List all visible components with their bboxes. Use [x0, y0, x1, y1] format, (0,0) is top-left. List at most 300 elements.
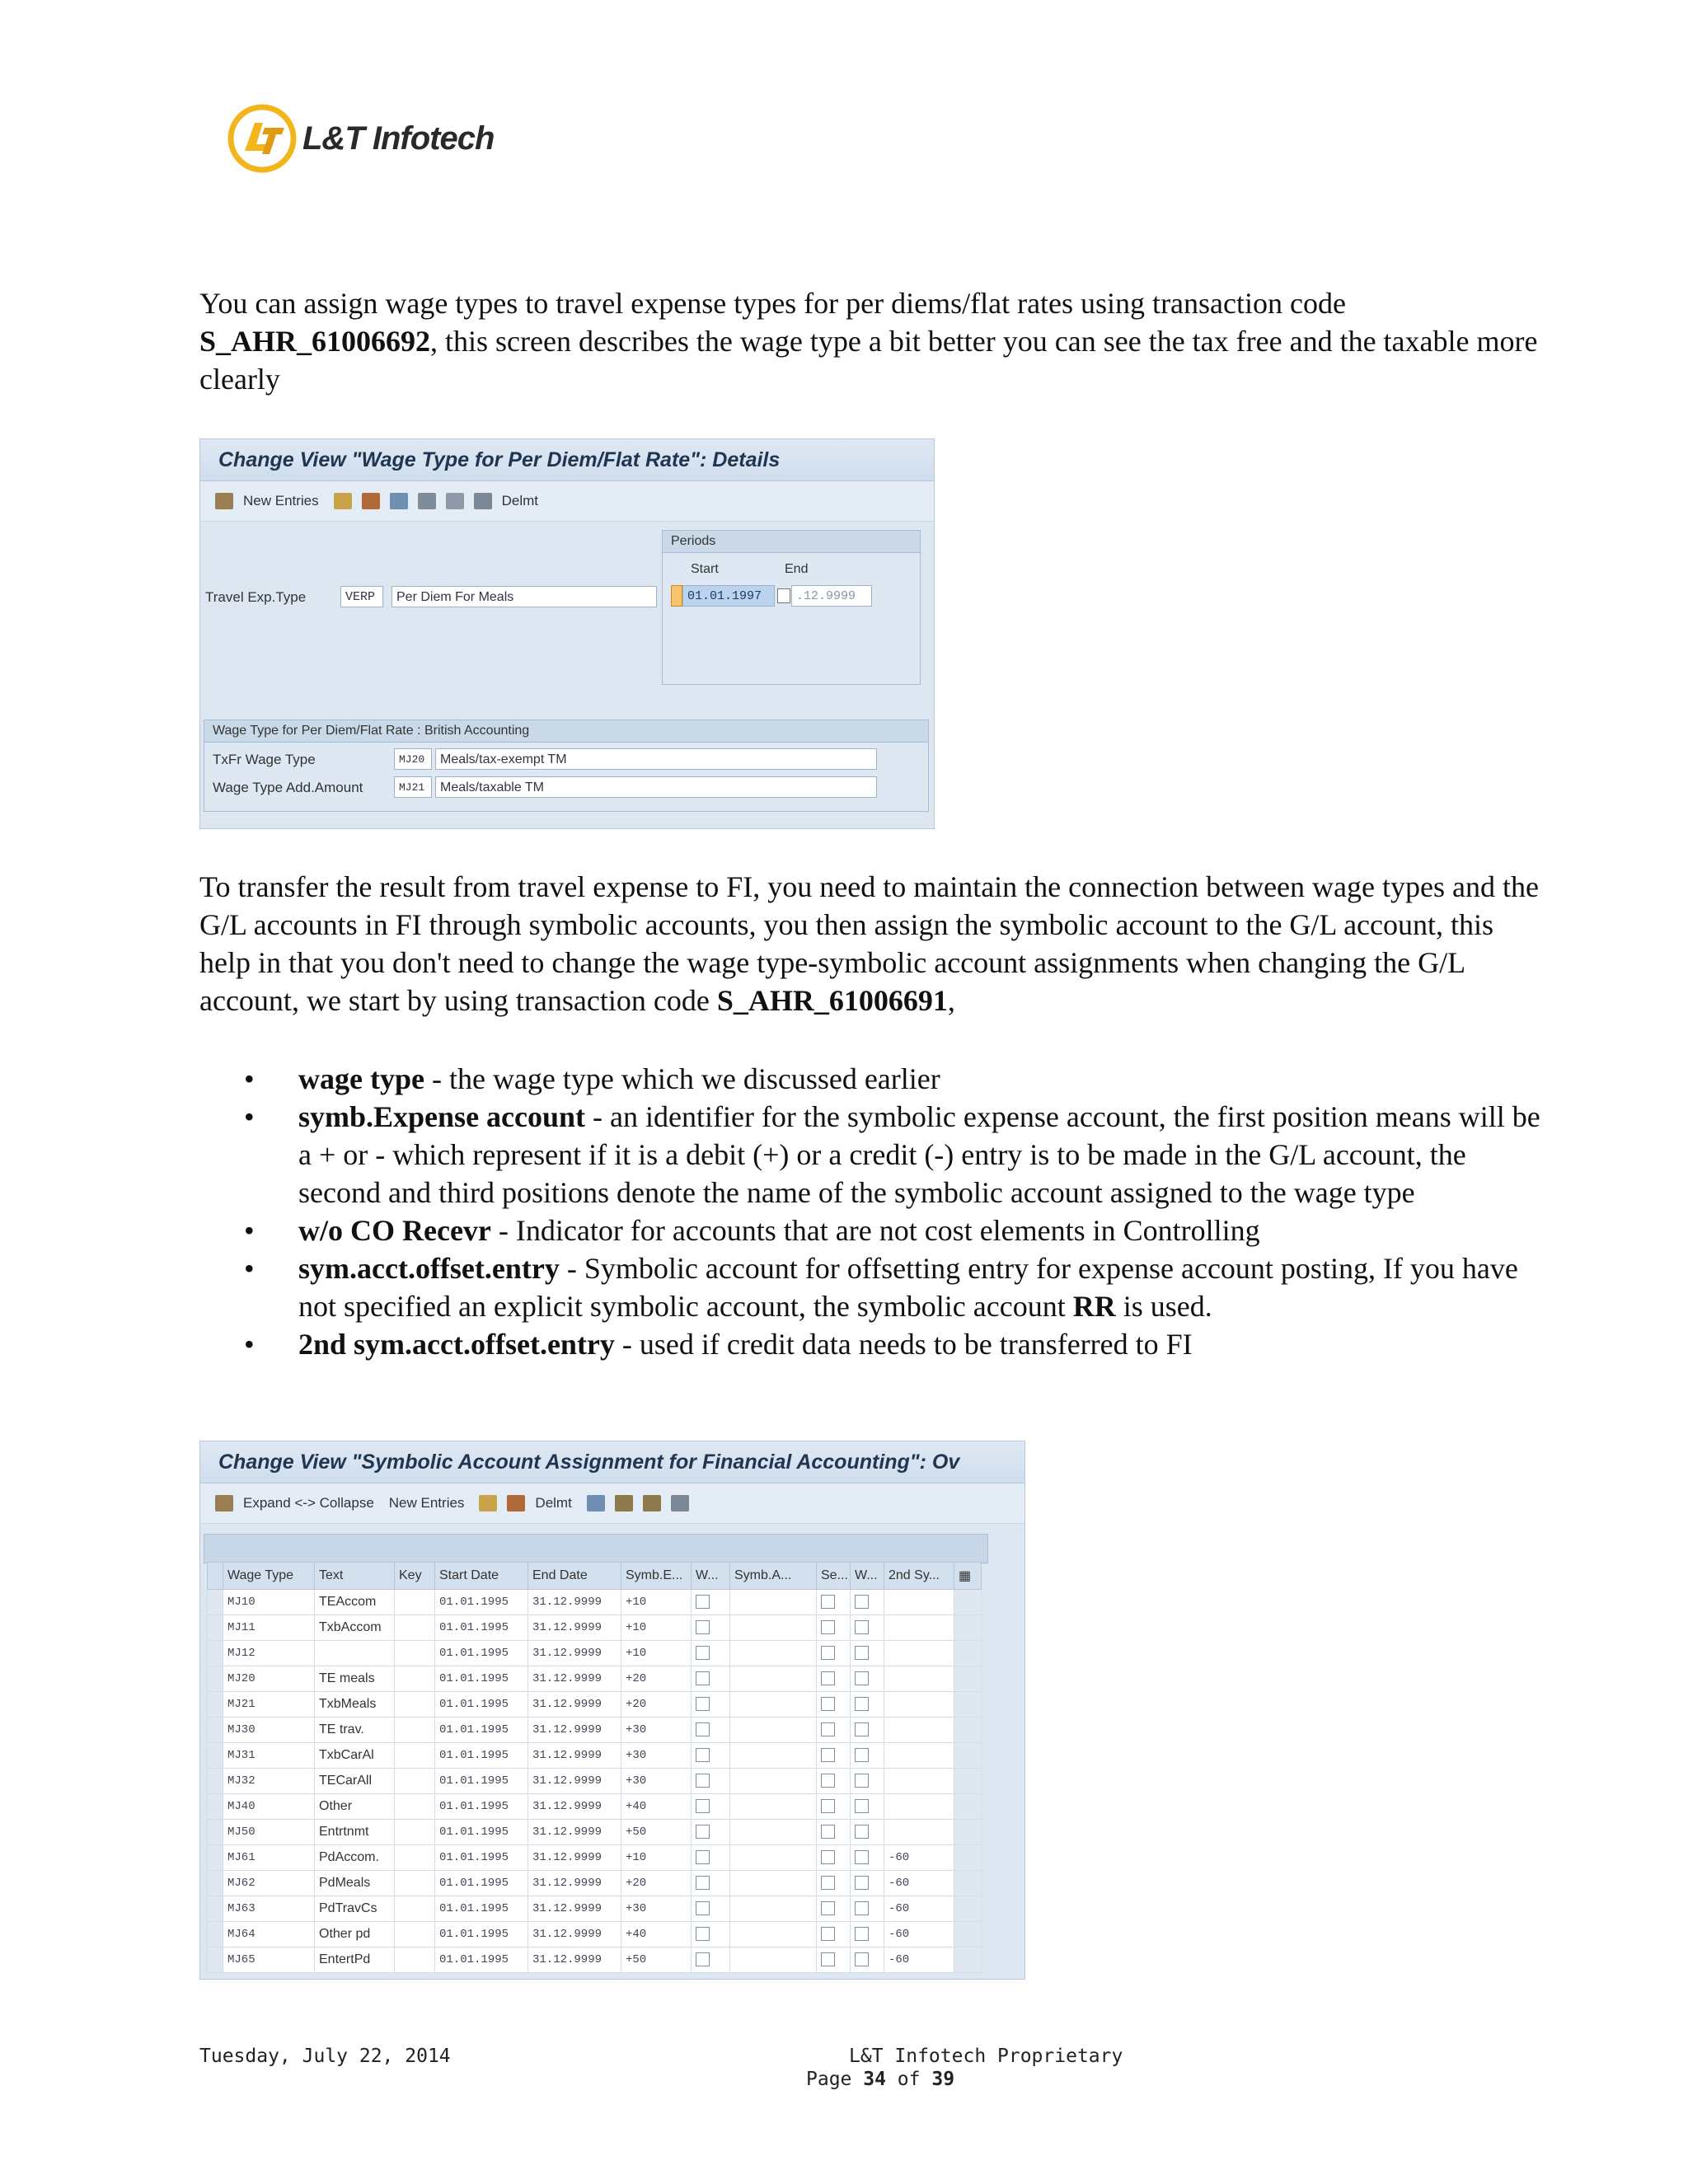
cell-2nd-sym: -60 — [884, 1947, 954, 1973]
scroll-cell — [954, 1922, 982, 1947]
sap-screen-wage-type-details — [199, 438, 935, 829]
cell-se-checkbox[interactable] — [817, 1590, 851, 1615]
checkbox[interactable] — [855, 1952, 869, 1966]
cell-text: TxbAccom — [315, 1615, 395, 1641]
checkbox[interactable] — [696, 1850, 710, 1864]
cell-end-date: 31.12.9999 — [528, 1666, 621, 1692]
cell-wo-co-checkbox[interactable] — [692, 1615, 730, 1641]
cell-end-date: 31.12.9999 — [528, 1641, 621, 1666]
bullet-icon: • — [244, 1252, 255, 1285]
cell-wo-co-checkbox[interactable] — [692, 1666, 730, 1692]
col-key[interactable]: Key — [395, 1563, 435, 1590]
cell-start-date: 01.01.1995 — [435, 1769, 528, 1794]
cell-se-checkbox[interactable] — [817, 1947, 851, 1973]
checkbox[interactable] — [696, 1952, 710, 1966]
checkbox[interactable] — [855, 1595, 869, 1609]
page-current: 34 — [863, 2069, 886, 2090]
scroll-cell — [954, 1871, 982, 1896]
table-row[interactable] — [208, 1794, 982, 1820]
table-row[interactable] — [208, 1896, 982, 1922]
checkbox[interactable] — [696, 1646, 710, 1660]
cell-start-date: 01.01.1995 — [435, 1947, 528, 1973]
scroll-cell — [954, 1615, 982, 1641]
cell-w2-checkbox[interactable] — [851, 1692, 884, 1718]
checkbox[interactable] — [855, 1646, 869, 1660]
table-settings-icon[interactable]: ▦ — [954, 1563, 982, 1590]
cell-wo-co-checkbox[interactable] — [692, 1922, 730, 1947]
cell-wo-co-checkbox[interactable] — [692, 1794, 730, 1820]
table-row[interactable] — [208, 1769, 982, 1794]
logo-text: L&T Infotech — [302, 120, 495, 157]
cell-key — [395, 1666, 435, 1692]
cell-text: Other pd — [315, 1922, 395, 1947]
cell-end-date: 31.12.9999 — [528, 1871, 621, 1896]
cell-se-checkbox[interactable] — [817, 1845, 851, 1871]
checkbox[interactable] — [696, 1825, 710, 1839]
cell-wo-co-checkbox[interactable] — [692, 1820, 730, 1845]
screen2-title: Change View "Symbolic Account Assignment for Financial Accounting": Ov — [200, 1441, 1025, 1483]
cell-wo-co-checkbox[interactable] — [692, 1641, 730, 1666]
cell-start-date: 01.01.1995 — [435, 1615, 528, 1641]
focus-marker-icon — [671, 585, 682, 607]
display-change-icon[interactable] — [215, 493, 233, 509]
cell-symb-expense: +30 — [621, 1769, 692, 1794]
row-selector[interactable] — [208, 1871, 223, 1896]
new-entries-button[interactable]: New Entries — [388, 1495, 465, 1511]
periods-group — [662, 530, 921, 685]
cell-text: PdAccom. — [315, 1845, 395, 1871]
cell-start-date: 01.01.1995 — [435, 1641, 528, 1666]
delimit-button[interactable]: Delmt — [501, 493, 539, 509]
copy-icon[interactable] — [334, 493, 352, 509]
col-start-date[interactable]: Start Date — [435, 1563, 528, 1590]
table-row[interactable] — [208, 1590, 982, 1615]
wage-type-group — [204, 719, 929, 812]
checkbox[interactable] — [696, 1697, 710, 1711]
select-block-icon[interactable] — [643, 1495, 661, 1511]
checkbox[interactable] — [821, 1876, 835, 1890]
row-selector[interactable] — [208, 1615, 223, 1641]
bullet-icon: • — [244, 1214, 255, 1247]
col-se[interactable]: Se... — [817, 1563, 851, 1590]
cell-end-date: 31.12.9999 — [528, 1615, 621, 1641]
company-logo — [227, 99, 494, 178]
cell-symb-expense: +50 — [621, 1947, 692, 1973]
cell-symb-offset — [730, 1743, 817, 1769]
checkbox[interactable] — [855, 1774, 869, 1788]
cell-key — [395, 1820, 435, 1845]
cell-key — [395, 1743, 435, 1769]
row-selector[interactable] — [208, 1896, 223, 1922]
cell-end-date: 31.12.9999 — [528, 1769, 621, 1794]
checkbox[interactable] — [855, 1697, 869, 1711]
checkbox[interactable] — [696, 1774, 710, 1788]
col-text[interactable]: Text — [315, 1563, 395, 1590]
col-symb-offset[interactable]: Symb.A... — [730, 1563, 817, 1590]
cell-symb-offset — [730, 1666, 817, 1692]
checkbox[interactable] — [855, 1876, 869, 1890]
scroll-cell — [954, 1820, 982, 1845]
checkbox[interactable] — [821, 1825, 835, 1839]
cell-2nd-sym — [884, 1590, 954, 1615]
cell-text — [315, 1641, 395, 1666]
select-block-icon[interactable] — [446, 493, 464, 509]
table-header-bar — [204, 1534, 988, 1563]
cell-wo-co-checkbox[interactable] — [692, 1769, 730, 1794]
table-row[interactable] — [208, 1615, 982, 1641]
cell-symb-offset — [730, 1845, 817, 1871]
cell-w2-checkbox[interactable] — [851, 1820, 884, 1845]
deselect-all-icon[interactable] — [474, 493, 492, 509]
delete-icon[interactable] — [362, 493, 380, 509]
select-all-icon[interactable] — [418, 493, 436, 509]
bullet-desc-bold: RR — [1072, 1290, 1116, 1323]
table-row[interactable] — [208, 1922, 982, 1947]
checkbox[interactable] — [855, 1927, 869, 1941]
bullet-term: w/o CO Recevr — [298, 1214, 491, 1247]
cell-key — [395, 1896, 435, 1922]
txfr-wage-type-code-field[interactable]: MJ20 — [394, 748, 432, 770]
cell-start-date: 01.01.1995 — [435, 1820, 528, 1845]
cell-end-date: 31.12.9999 — [528, 1718, 621, 1743]
cell-start-date: 01.01.1995 — [435, 1794, 528, 1820]
cell-wo-co-checkbox[interactable] — [692, 1845, 730, 1871]
table-row[interactable] — [208, 1692, 982, 1718]
cell-2nd-sym — [884, 1641, 954, 1666]
cell-wo-co-checkbox[interactable] — [692, 1743, 730, 1769]
checkbox[interactable] — [696, 1722, 710, 1736]
cell-wage-type: MJ40 — [223, 1794, 315, 1820]
period-end-field[interactable]: .12.9999 — [791, 585, 872, 607]
cell-wo-co-checkbox[interactable] — [692, 1871, 730, 1896]
checkbox[interactable] — [696, 1620, 710, 1634]
scroll-cell — [954, 1743, 982, 1769]
footer-proprietary: L&T Infotech Proprietary — [849, 2046, 1123, 2067]
row-selector[interactable] — [208, 1641, 223, 1666]
checkbox[interactable] — [821, 1646, 835, 1660]
checkbox[interactable] — [821, 1901, 835, 1915]
table-row[interactable] — [208, 1947, 982, 1973]
checkbox[interactable] — [855, 1748, 869, 1762]
cell-w2-checkbox[interactable] — [851, 1896, 884, 1922]
cell-symb-expense: +20 — [621, 1871, 692, 1896]
list-item — [199, 1060, 1551, 1098]
checkbox[interactable] — [821, 1722, 835, 1736]
cell-symb-offset — [730, 1641, 817, 1666]
cell-w2-checkbox[interactable] — [851, 1641, 884, 1666]
cell-end-date: 31.12.9999 — [528, 1896, 621, 1922]
row-selector[interactable] — [208, 1743, 223, 1769]
cell-end-date: 31.12.9999 — [528, 1743, 621, 1769]
wage-type-add-amount-code-field[interactable]: MJ21 — [394, 776, 432, 798]
table-header-row — [208, 1563, 982, 1590]
second-text-after: , — [947, 984, 955, 1017]
checkbox[interactable] — [855, 1620, 869, 1634]
cell-wage-type: MJ62 — [223, 1871, 315, 1896]
cell-wage-type: MJ10 — [223, 1590, 315, 1615]
cell-key — [395, 1845, 435, 1871]
period-end-label: End — [785, 562, 809, 576]
cell-symb-offset — [730, 1692, 817, 1718]
row-selector[interactable] — [208, 1922, 223, 1947]
cell-symb-expense: +10 — [621, 1845, 692, 1871]
scroll-cell — [954, 1845, 982, 1871]
cell-symb-offset — [730, 1718, 817, 1743]
col-w2[interactable]: W... — [851, 1563, 884, 1590]
cell-end-date: 31.12.9999 — [528, 1922, 621, 1947]
cell-2nd-sym — [884, 1820, 954, 1845]
copy-icon[interactable] — [479, 1495, 497, 1511]
calendar-icon[interactable] — [777, 588, 790, 603]
cell-wage-type: MJ64 — [223, 1922, 315, 1947]
cell-se-checkbox[interactable] — [817, 1615, 851, 1641]
col-symb-expense[interactable]: Symb.E... — [621, 1563, 692, 1590]
cell-start-date: 01.01.1995 — [435, 1743, 528, 1769]
intro-text: You can assign wage types to travel expense types for per diems/flat rates using transaction code — [199, 287, 1346, 320]
col-wage-type[interactable]: Wage Type — [223, 1563, 315, 1590]
bullet-desc: - the wage type which we discussed earlier — [424, 1062, 940, 1095]
checkbox[interactable] — [696, 1671, 710, 1685]
scroll-cell — [954, 1718, 982, 1743]
intro-transaction-code: S_AHR_61006692 — [199, 325, 431, 358]
cell-key — [395, 1590, 435, 1615]
cell-se-checkbox[interactable] — [817, 1692, 851, 1718]
cell-wo-co-checkbox[interactable] — [692, 1692, 730, 1718]
checkbox[interactable] — [696, 1799, 710, 1813]
scroll-cell — [954, 1794, 982, 1820]
screen1-title: Change View "Wage Type for Per Diem/Flat Rate": Details — [200, 439, 934, 481]
cell-se-checkbox[interactable] — [817, 1666, 851, 1692]
cell-se-checkbox[interactable] — [817, 1871, 851, 1896]
deselect-all-icon[interactable] — [671, 1495, 689, 1511]
checkbox[interactable] — [821, 1748, 835, 1762]
undo-icon[interactable] — [587, 1495, 605, 1511]
table-row[interactable] — [208, 1820, 982, 1845]
checkbox[interactable] — [821, 1927, 835, 1941]
cell-wo-co-checkbox[interactable] — [692, 1947, 730, 1973]
cell-wo-co-checkbox[interactable] — [692, 1718, 730, 1743]
travel-exp-type-code-field[interactable]: VERP — [340, 586, 383, 607]
cell-wage-type: MJ21 — [223, 1692, 315, 1718]
cell-symb-offset — [730, 1820, 817, 1845]
checkbox[interactable] — [855, 1825, 869, 1839]
cell-symb-expense: +30 — [621, 1896, 692, 1922]
cell-w2-checkbox[interactable] — [851, 1590, 884, 1615]
cell-symb-offset — [730, 1947, 817, 1973]
scroll-cell — [954, 1641, 982, 1666]
row-selector[interactable] — [208, 1769, 223, 1794]
cell-se-checkbox[interactable] — [817, 1718, 851, 1743]
checkbox[interactable] — [696, 1901, 710, 1915]
cell-end-date: 31.12.9999 — [528, 1794, 621, 1820]
cell-text: TE trav. — [315, 1718, 395, 1743]
cell-start-date: 01.01.1995 — [435, 1845, 528, 1871]
cell-symb-offset — [730, 1615, 817, 1641]
new-entries-button[interactable]: New Entries — [243, 493, 319, 509]
row-selector[interactable] — [208, 1947, 223, 1973]
bullet-desc: - an identifier for the symbolic expense account, the first position means will be a + or - which represent if it is a debit (+) or a credit (-) entry is to be made in the G/L account, the second and third positions denote the name of the symbolic account assigned to the wage type — [298, 1100, 1540, 1209]
scroll-cell — [954, 1692, 982, 1718]
cell-2nd-sym — [884, 1794, 954, 1820]
table-row[interactable] — [208, 1718, 982, 1743]
undo-icon[interactable] — [390, 493, 408, 509]
cell-key — [395, 1641, 435, 1666]
cell-wage-type: MJ63 — [223, 1896, 315, 1922]
checkbox[interactable] — [696, 1927, 710, 1941]
cell-end-date: 31.12.9999 — [528, 1820, 621, 1845]
cell-se-checkbox[interactable] — [817, 1769, 851, 1794]
cell-se-checkbox[interactable] — [817, 1922, 851, 1947]
checkbox[interactable] — [821, 1952, 835, 1966]
select-all-column[interactable] — [208, 1563, 223, 1590]
cell-wo-co-checkbox[interactable] — [692, 1590, 730, 1615]
select-all-icon[interactable] — [615, 1495, 633, 1511]
screen1-toolbar — [200, 481, 934, 522]
checkbox[interactable] — [821, 1697, 835, 1711]
checkbox[interactable] — [696, 1876, 710, 1890]
cell-se-checkbox[interactable] — [817, 1743, 851, 1769]
table-row[interactable] — [208, 1641, 982, 1666]
cell-w2-checkbox[interactable] — [851, 1871, 884, 1896]
cell-wage-type: MJ61 — [223, 1845, 315, 1871]
display-change-icon[interactable] — [215, 1495, 233, 1511]
cell-2nd-sym: -60 — [884, 1922, 954, 1947]
page-prefix: Page — [806, 2069, 864, 2090]
cell-text: PdTravCs — [315, 1896, 395, 1922]
col-end-date[interactable]: End Date — [528, 1563, 621, 1590]
cell-se-checkbox[interactable] — [817, 1641, 851, 1666]
bullet-term: 2nd sym.acct.offset.entry — [298, 1328, 615, 1361]
symbolic-account-table — [207, 1562, 982, 1973]
checkbox[interactable] — [821, 1799, 835, 1813]
cell-se-checkbox[interactable] — [817, 1820, 851, 1845]
wage-type-group-title: Wage Type for Per Diem/Flat Rate : British Accounting — [204, 720, 928, 743]
table-row[interactable] — [208, 1871, 982, 1896]
period-start-label: Start — [691, 562, 719, 576]
row-selector[interactable] — [208, 1590, 223, 1615]
checkbox[interactable] — [855, 1901, 869, 1915]
cell-start-date: 01.01.1995 — [435, 1692, 528, 1718]
scroll-cell — [954, 1896, 982, 1922]
cell-text: TECarAll — [315, 1769, 395, 1794]
cell-w2-checkbox[interactable] — [851, 1718, 884, 1743]
table-row[interactable] — [208, 1845, 982, 1871]
cell-2nd-sym — [884, 1692, 954, 1718]
checkbox[interactable] — [855, 1850, 869, 1864]
row-selector[interactable] — [208, 1845, 223, 1871]
cell-w2-checkbox[interactable] — [851, 1769, 884, 1794]
checkbox[interactable] — [855, 1799, 869, 1813]
cell-wage-type: MJ30 — [223, 1718, 315, 1743]
table-row[interactable] — [208, 1743, 982, 1769]
cell-2nd-sym: -60 — [884, 1871, 954, 1896]
cell-end-date: 31.12.9999 — [528, 1692, 621, 1718]
cell-se-checkbox[interactable] — [817, 1794, 851, 1820]
cell-text: TEAccom — [315, 1590, 395, 1615]
row-selector[interactable] — [208, 1666, 223, 1692]
row-selector[interactable] — [208, 1692, 223, 1718]
cell-symb-offset — [730, 1794, 817, 1820]
expand-collapse-button[interactable]: Expand <-> Collapse — [243, 1495, 374, 1511]
cell-2nd-sym — [884, 1615, 954, 1641]
cell-wage-type: MJ11 — [223, 1615, 315, 1641]
cell-key — [395, 1718, 435, 1743]
cell-key — [395, 1794, 435, 1820]
row-selector[interactable] — [208, 1820, 223, 1845]
cell-symb-expense: +20 — [621, 1692, 692, 1718]
cell-se-checkbox[interactable] — [817, 1896, 851, 1922]
cell-wo-co-checkbox[interactable] — [692, 1896, 730, 1922]
second-text: To transfer the result from travel expense to FI, you need to maintain the connection between wage types and the G/L accounts in FI through symbolic accounts, you then assign the symbolic account to the G/L account, this help in that you don't need to change the wage type-symbolic account assignments when changing the G/L account, we start by using transaction code — [199, 870, 1539, 1017]
checkbox[interactable] — [696, 1595, 710, 1609]
scroll-cell — [954, 1947, 982, 1973]
cell-w2-checkbox[interactable] — [851, 1845, 884, 1871]
cell-key — [395, 1692, 435, 1718]
period-start-field[interactable]: 01.01.1997 — [682, 585, 775, 607]
row-selector[interactable] — [208, 1718, 223, 1743]
second-transaction-code: S_AHR_61006691 — [716, 984, 948, 1017]
cell-start-date: 01.01.1995 — [435, 1896, 528, 1922]
delimit-button[interactable]: Delmt — [535, 1495, 572, 1511]
cell-w2-checkbox[interactable] — [851, 1947, 884, 1973]
col-wo-co[interactable]: W... — [692, 1563, 730, 1590]
sap-screen-symbolic-accounts — [199, 1441, 1025, 1980]
checkbox[interactable] — [821, 1620, 835, 1634]
cell-key — [395, 1615, 435, 1641]
cell-w2-checkbox[interactable] — [851, 1743, 884, 1769]
checkbox[interactable] — [821, 1595, 835, 1609]
cell-w2-checkbox[interactable] — [851, 1615, 884, 1641]
cell-text: Other — [315, 1794, 395, 1820]
cell-wage-type: MJ65 — [223, 1947, 315, 1973]
checkbox[interactable] — [821, 1850, 835, 1864]
cell-wage-type: MJ20 — [223, 1666, 315, 1692]
col-2nd-sym[interactable]: 2nd Sy... — [884, 1563, 954, 1590]
bullet-desc: - used if credit data needs to be transferred to FI — [614, 1328, 1193, 1361]
cell-text: TxbCarAl — [315, 1743, 395, 1769]
cell-w2-checkbox[interactable] — [851, 1922, 884, 1947]
cell-symb-offset — [730, 1590, 817, 1615]
cell-symb-expense: +10 — [621, 1641, 692, 1666]
scroll-cell — [954, 1666, 982, 1692]
cell-symb-offset — [730, 1922, 817, 1947]
checkbox[interactable] — [821, 1671, 835, 1685]
lt-logo-icon — [227, 103, 298, 174]
checkbox[interactable] — [855, 1671, 869, 1685]
table-row[interactable] — [208, 1666, 982, 1692]
cell-text: TxbMeals — [315, 1692, 395, 1718]
cell-wage-type: MJ12 — [223, 1641, 315, 1666]
cell-w2-checkbox[interactable] — [851, 1666, 884, 1692]
list-item — [199, 1212, 1551, 1249]
cell-w2-checkbox[interactable] — [851, 1794, 884, 1820]
periods-title: Periods — [663, 531, 920, 553]
cell-start-date: 01.01.1995 — [435, 1871, 528, 1896]
delete-icon[interactable] — [507, 1495, 525, 1511]
scroll-cell — [954, 1590, 982, 1615]
cell-symb-expense: +40 — [621, 1794, 692, 1820]
bullet-term: symb.Expense account — [298, 1100, 586, 1133]
checkbox[interactable] — [855, 1722, 869, 1736]
cell-symb-expense: +20 — [621, 1666, 692, 1692]
cell-end-date: 31.12.9999 — [528, 1845, 621, 1871]
checkbox[interactable] — [821, 1774, 835, 1788]
cell-2nd-sym — [884, 1666, 954, 1692]
checkbox[interactable] — [696, 1748, 710, 1762]
cell-2nd-sym — [884, 1743, 954, 1769]
row-selector[interactable] — [208, 1794, 223, 1820]
cell-text: PdMeals — [315, 1871, 395, 1896]
